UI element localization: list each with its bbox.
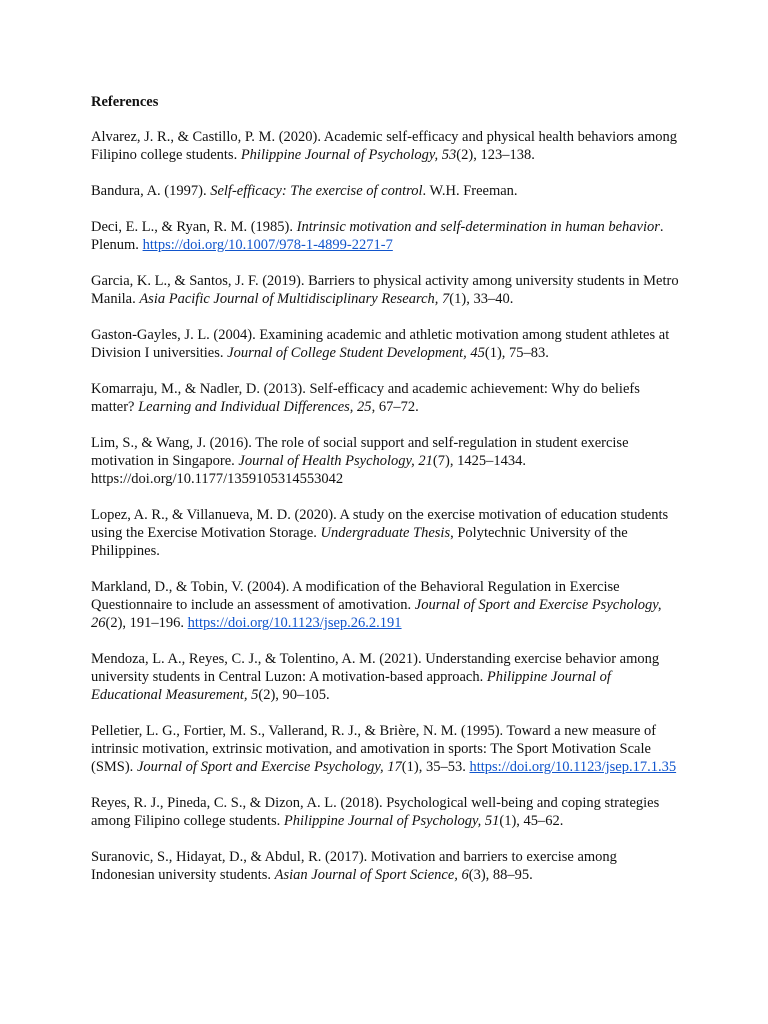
reference-details: , 67–72.: [371, 399, 419, 415]
reference-details: (2), 90–105.: [258, 687, 330, 703]
reference-text: Mendoza, L. A., Reyes, C. J., & Tolentino, A. M. (2021). Understanding exercise behavior among university students in Central Luzon: A motivation-based approach.: [91, 651, 660, 685]
reference-text: Gaston-Gayles, J. L. (2004). Examining academic and athletic motivation among student athletes at Division I universities.: [91, 327, 670, 361]
reference-entry: [91, 380, 683, 416]
reference-source: Philippine Journal of Psychology, 51: [283, 813, 500, 829]
reference-entry: [91, 722, 683, 776]
reference-details: (3), 88–95.: [468, 867, 533, 883]
reference-source: Undergraduate Thesis: [320, 525, 451, 541]
reference-source: Learning and Individual Differences, 25: [138, 399, 372, 415]
document-page: [91, 92, 683, 902]
reference-details: . W.H. Freeman.: [422, 183, 518, 199]
doi-link[interactable]: https://doi.org/10.1007/978-1-4899-2271-7: [142, 237, 393, 253]
reference-entry: [91, 794, 683, 830]
doi-link[interactable]: https://doi.org/10.1123/jsep.26.2.191: [187, 615, 402, 631]
reference-entry: [91, 272, 683, 308]
reference-details: (2), 123–138.: [456, 147, 535, 163]
reference-details: (1), 75–83.: [484, 345, 549, 361]
reference-details: (7), 1425–1434. https://doi.org/10.1177/1359105314553042: [91, 453, 526, 487]
reference-source: Journal of Sport and Exercise Psychology, 26: [91, 597, 662, 631]
reference-source: Asia Pacific Journal of Multidisciplinary Research, 7: [139, 291, 450, 307]
reference-entry: [91, 848, 683, 884]
reference-text: Markland, D., & Tobin, V. (2004). A modification of the Behavioral Regulation in Exercise Questionnaire to include an assessment of amotivation.: [91, 579, 620, 613]
reference-text: Deci, E. L., & Ryan, R. M. (1985).: [91, 219, 297, 235]
reference-text: Alvarez, J. R., & Castillo, P. M. (2020). Academic self-efficacy and physical health behaviors among Filipino college students.: [91, 129, 678, 163]
reference-details: . Plenum.: [91, 219, 664, 253]
reference-source: Journal of Sport and Exercise Psychology, 17: [136, 759, 402, 775]
reference-entry: [91, 434, 683, 488]
reference-details: (1), 45–62.: [499, 813, 564, 829]
reference-source: Asian Journal of Sport Science, 6: [274, 867, 469, 883]
reference-source: Philippine Journal of Educational Measurement, 5: [91, 669, 611, 703]
reference-source: Self-efficacy: The exercise of control: [210, 183, 423, 199]
reference-details: (2), 191–196.: [105, 615, 188, 631]
reference-source: Philippine Journal of Psychology, 53: [240, 147, 457, 163]
reference-entry: [91, 218, 683, 254]
reference-entry: [91, 326, 683, 362]
reference-text: Komarraju, M., & Nadler, D. (2013). Self-efficacy and academic achievement: Why do beliefs matter?: [91, 381, 640, 415]
doi-link[interactable]: https://doi.org/10.1123/jsep.17.1.35: [469, 759, 677, 775]
reference-text: Reyes, R. J., Pineda, C. S., & Dizon, A. L. (2018). Psychological well-being and coping strategies among Filipino college students.: [91, 795, 660, 829]
reference-source: Journal of College Student Development, 45: [227, 345, 485, 361]
reference-entry: [91, 128, 683, 164]
reference-text: Pelletier, L. G., Fortier, M. S., Vallerand, R. J., & Brière, N. M. (1995). Toward a new measure of intrinsic motivation, extrinsic motivation, and amotivation in sports: The Sport Motivation Scale (SMS).: [91, 723, 657, 775]
reference-source: Journal of Health Psychology, 21: [238, 453, 433, 469]
reference-text: Lim, S., & Wang, J. (2016). The role of social support and self-regulation in student exercise motivation in Singapore.: [91, 435, 629, 469]
reference-source: Intrinsic motivation and self-determination in human behavior: [296, 219, 660, 235]
reference-details: (1), 35–53.: [401, 759, 470, 775]
reference-entry: [91, 182, 683, 200]
reference-entry: [91, 578, 683, 632]
reference-text: Garcia, K. L., & Santos, J. F. (2019). Barriers to physical activity among university students in Metro Manila.: [91, 273, 679, 307]
reference-text: Lopez, A. R., & Villanueva, M. D. (2020). A study on the exercise motivation of education students using the Exercise Motivation Storage.: [91, 507, 669, 541]
reference-details: (1), 33–40.: [449, 291, 514, 307]
reference-text: Bandura, A. (1997).: [91, 183, 211, 199]
reference-entry: [91, 650, 683, 704]
page-title: References: [91, 94, 159, 110]
reference-entry: [91, 506, 683, 560]
reference-text: Suranovic, S., Hidayat, D., & Abdul, R. (2017). Motivation and barriers to exercise among Indonesian university students.: [91, 849, 617, 883]
reference-details: , Polytechnic University of the Philippines.: [91, 525, 628, 559]
